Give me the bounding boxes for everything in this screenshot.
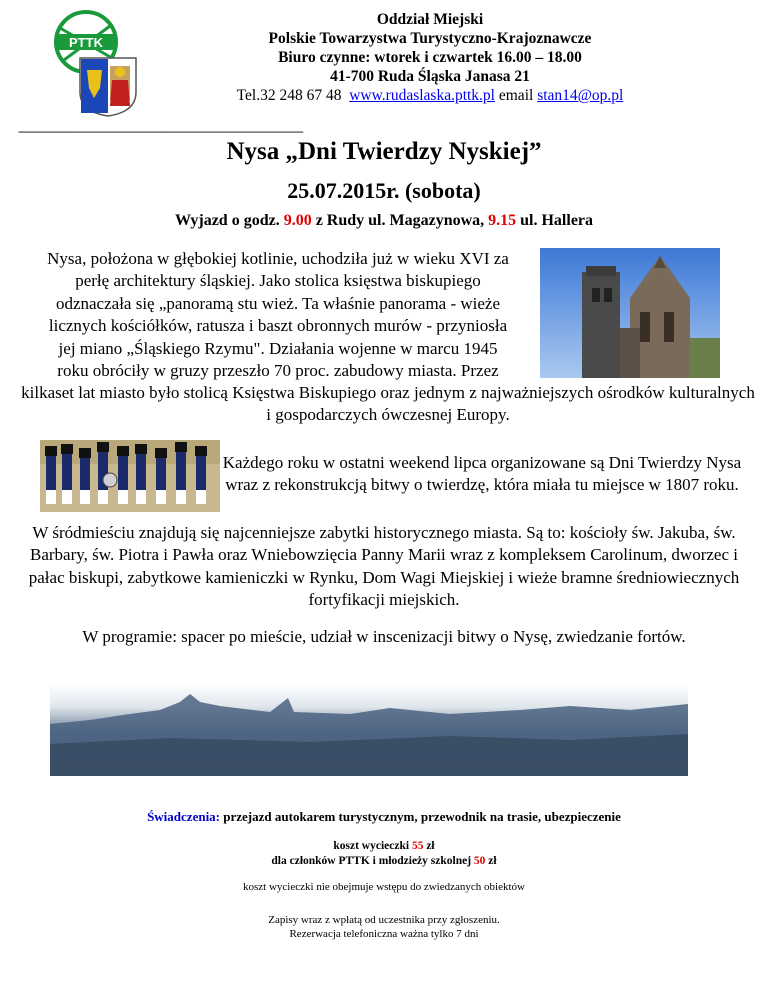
- email-label: email: [498, 87, 534, 104]
- cost-label-discount: dla członków PTTK i młodzieży szkolnej: [271, 854, 472, 867]
- cost-label-standard: koszt wycieczki: [333, 840, 410, 852]
- services-text: przejazd autokarem turystycznym, przewodnik na trasie: [223, 809, 538, 824]
- services-insurance: ubezpieczenie: [544, 809, 621, 824]
- departure-prefix: Wyjazd o godz.: [174, 212, 280, 229]
- svg-text:PTTK: PTTK: [69, 35, 103, 50]
- org-name: Polskie Towarzystwa Turystyczno-Krajoznawcze: [268, 30, 592, 47]
- org-branch: Oddział Miejski: [376, 11, 484, 28]
- departure-info: [0, 212, 768, 230]
- departure-place-2: ul. Hallera: [520, 212, 594, 229]
- reservation-line: Rezerwacja telefoniczna ważna tylko 7 dni: [289, 927, 479, 940]
- monuments-paragraph: W śródmieściu znajdują się najcenniejsze zabytki historycznego miasta. Są to: kościoły św. Jakuba, św. Barbary, św. Piotra i Pawła oraz Wniebowzięcia Panny Marii wraz z kompleksem Carolinum, dworzec i pałac biskupi, zabytkowe kamieniczki w Rynku, Dom Wagi Miejskiej i wieże bramne średniowiecznych fortyfikacji miejskich.: [28, 523, 740, 610]
- currency-standard: zł: [426, 840, 435, 852]
- cost-line-discount: [0, 854, 768, 869]
- signup-info: [0, 914, 768, 941]
- services-line: [0, 809, 768, 825]
- services-label: Świadczenia:: [147, 809, 221, 824]
- city-panorama-photo: [50, 684, 688, 776]
- page-title: Nysa „Dni Twierdzy Nyskiej”: [226, 138, 542, 165]
- intro-paragraph-tail: kilkaset lat miasto było stolicą Księstwa Biskupiego oraz jednym z najważniejszych ośrodków kulturalnych i gospodarczych ówczesnej Europy.: [21, 383, 755, 425]
- signup-line: Zapisy wraz z wpłatą od uczestnika przy zgłoszeniu.: [268, 914, 500, 926]
- departure-place-1: z Rudy ul. Magazynowa,: [315, 212, 485, 229]
- cost-line-standard: [0, 839, 768, 854]
- intro-line: Nysa, położona w głębokiej kotlinie, uchodziła już w wieku XVI za: [47, 249, 509, 268]
- org-address: 41-700 Ruda Śląska Janasa 21: [330, 68, 530, 85]
- organization-header: [170, 10, 690, 105]
- program-paragraph: W programie: spacer po mieście, udział w inscenizacji bitwy o Nysę, zwiedzanie fortów.: [82, 627, 686, 646]
- website-link[interactable]: www.rudaslaska.pttk.pl: [349, 87, 495, 104]
- currency-discount: zł: [488, 854, 497, 867]
- price-standard: 55: [411, 840, 424, 852]
- cost-info: [0, 839, 768, 868]
- price-discount: 50: [473, 854, 486, 867]
- intro-line: licznych kościółków, ratusza i baszt obronnych murów - przyniosła: [48, 316, 508, 336]
- church-tower-photo: [540, 248, 720, 378]
- cost-note: koszt wycieczki nie obejmuje wstępu do zwiedzanych obiektów: [243, 881, 525, 893]
- services-separator: ,: [537, 809, 542, 824]
- office-hours: Biuro czynne: wtorek i czwartek 16.00 – 18.00: [278, 49, 582, 66]
- intro-line: roku obróciły w gruzy przeszło 70 proc. zabudowy miasta. Przez: [57, 361, 499, 381]
- days-of-fortress-paragraph: Każdego roku w ostatni weekend lipca organizowane są Dni Twierdzy Nysa wraz z rekonstrukcją bitwy o twierdzę, która miała tu miejsce w 1807 roku.: [222, 453, 742, 495]
- city-crest-icon: [80, 58, 136, 116]
- trip-date: 25.07.2015r. (sobota): [287, 178, 481, 203]
- intro-line: jej miano „Śląskiego Rzymu". Działania wojenne w marcu 1945: [58, 338, 498, 358]
- departure-time-1: 9.00: [283, 212, 312, 229]
- pttk-logo-icon: [50, 8, 140, 118]
- departure-time-2: 9.15: [488, 212, 517, 229]
- contact-line: [170, 86, 690, 105]
- intro-line: perłę architektury śląskiej. Jako stolica księstwa biskupiego: [75, 271, 481, 291]
- battle-reenactment-photo: [40, 440, 220, 512]
- intro-line: odznaczała się „panoramą stu wież. Ta właśnie panorama - wieże: [55, 293, 501, 313]
- divider-line: -----------------------------------------------------------------------------------------------: [18, 124, 303, 138]
- email-link[interactable]: stan14@op.pl: [537, 87, 624, 104]
- intro-paragraph: [18, 248, 538, 382]
- phone: Tel.32 248 67 48: [236, 87, 342, 104]
